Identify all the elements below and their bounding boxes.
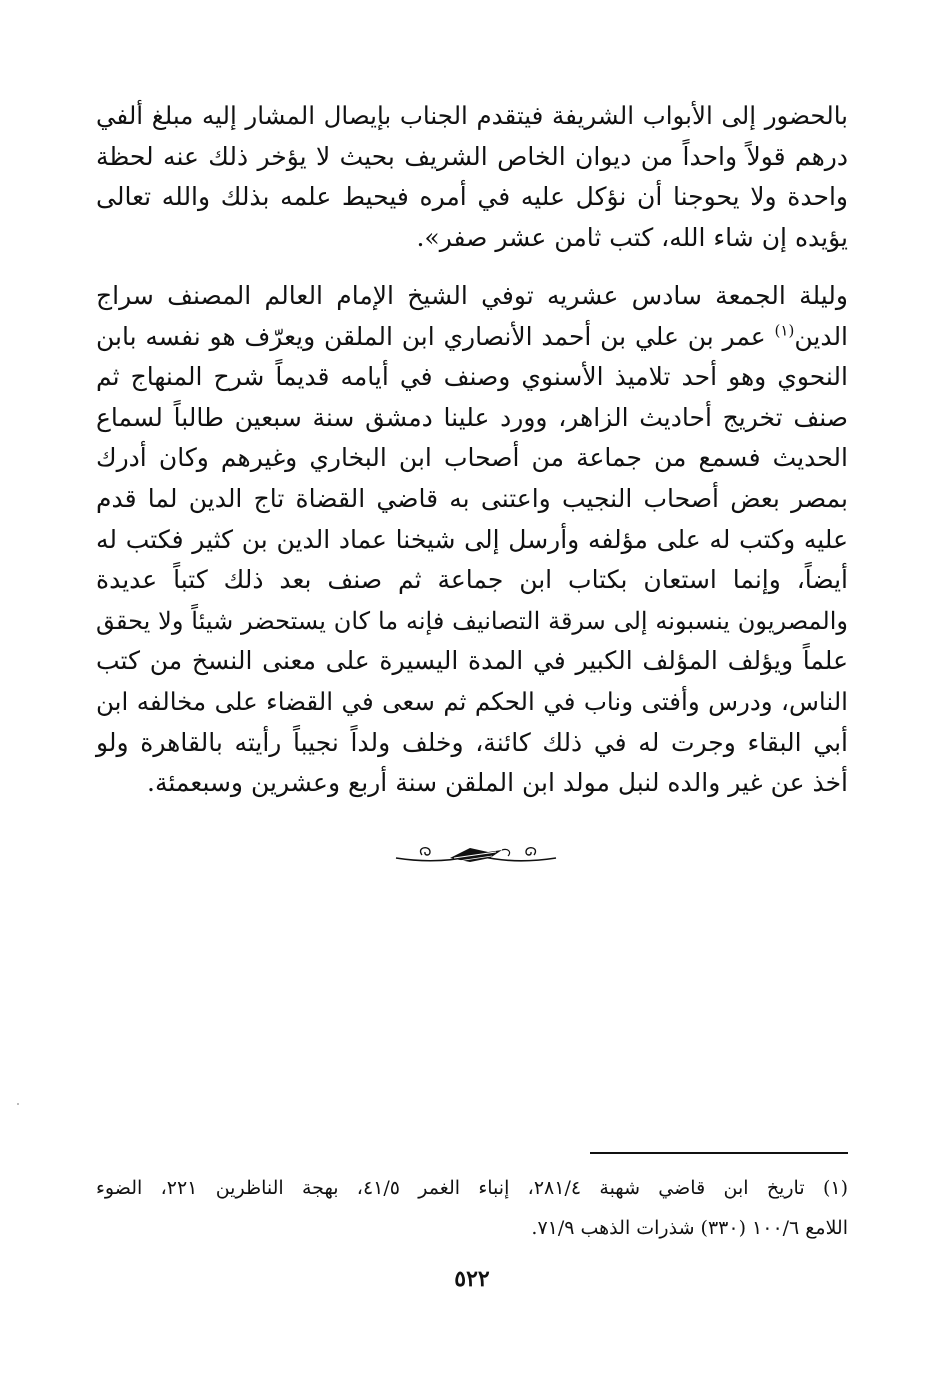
page-number: ٥٢٢ bbox=[454, 1266, 490, 1292]
text-line: علماً ويؤلف المؤلف الكبير في المدة اليسيرة على معنى النسخ من كتب bbox=[96, 646, 848, 676]
scan-speck bbox=[17, 1103, 19, 1105]
footnote-marker[interactable]: (١) bbox=[774, 321, 795, 340]
text-line: درهم قولاً واحداً من ديوان الخاص الشريف بحيث لا يؤخر ذلك عنه لحظة bbox=[96, 141, 848, 171]
text-line bbox=[96, 317, 848, 358]
text-line: واحدة ولا يحوجنا أن نؤكل عليه في أمره فيحيط علمه بذلك والله تعالى bbox=[96, 182, 848, 212]
text-line: الناس، ودرس وأفتى وناب في الحكم ثم سعى في القضاء على مخالفه ابن bbox=[96, 686, 848, 716]
text-line: أيضاً، وإنما استعان بكتاب ابن جماعة ثم صنف بعد ذلك كتباً عديدة bbox=[96, 565, 848, 595]
footnote bbox=[96, 1168, 848, 1248]
text-line: صنف تخريج أحاديث الزاهر، وورد علينا دمشق سنة سبعين طالباً لسماع bbox=[96, 402, 848, 432]
text-line: يؤيده إن شاء الله، كتب ثامن عشر صفر». bbox=[416, 222, 848, 252]
text-line: الحديث فسمع من جماعة من أصحاب ابن البخاري وغيرهم وكان أدرك bbox=[96, 443, 848, 473]
footnote-separator bbox=[590, 1152, 848, 1154]
paragraph-1 bbox=[96, 96, 848, 258]
text-line: بالحضور إلى الأبواب الشريفة فيتقدم الجناب بإيصال المشار إليه مبلغ ألفي bbox=[96, 101, 848, 130]
text-line: عليه وكتب له على مؤلفه وأرسل إلى شيخنا عماد الدين بن كثير فكتب له bbox=[96, 524, 848, 554]
floral-divider-icon bbox=[392, 838, 560, 872]
word-lead: الدين bbox=[794, 321, 849, 351]
text-line: بمصر بعض أصحاب النجيب واعتنى به قاضي القضاة تاج الدين لما قدم bbox=[96, 483, 848, 513]
paragraph-2 bbox=[96, 276, 848, 804]
text-line: وليلة الجمعة سادس عشريه توفي الشيخ الإمام العالم المصنف سراج bbox=[96, 281, 848, 310]
text-line: أبي البقاء وجرت له في ذلك كائنة، وخلف ولداً نجيباً رأيته بالقاهرة ولو bbox=[96, 727, 848, 757]
line-rest: عمر بن علي بن أحمد الأنصاري ابن الملقن ويعرّف هو نفسه بابن bbox=[96, 321, 766, 351]
footnote-line: (١) تاريخ ابن قاضي شهبة ٢٨١/٤، إنباء الغمر ٤١/٥، بهجة الناظرين ٢٢١، الضوء bbox=[96, 1177, 849, 1199]
text-line: والمصريون ينسبونه إلى سرقة التصانيف فإنه ما كان يستحضر شيئاً ولا يحقق bbox=[96, 606, 848, 635]
text-line: أخذ عن غير والده لنبل مولد ابن الملقن سنة أربع وعشرين وسبعمئة. bbox=[147, 768, 848, 798]
footnote-line: اللامع ١٠٠/٦ (٣٣٠) شذرات الذهب ٧١/٩. bbox=[531, 1217, 848, 1239]
text-line: النحوي وهو أحد تلاميذ الأسنوي وصنف في أيامه قديماً شرح المنهاج ثم bbox=[96, 362, 848, 392]
